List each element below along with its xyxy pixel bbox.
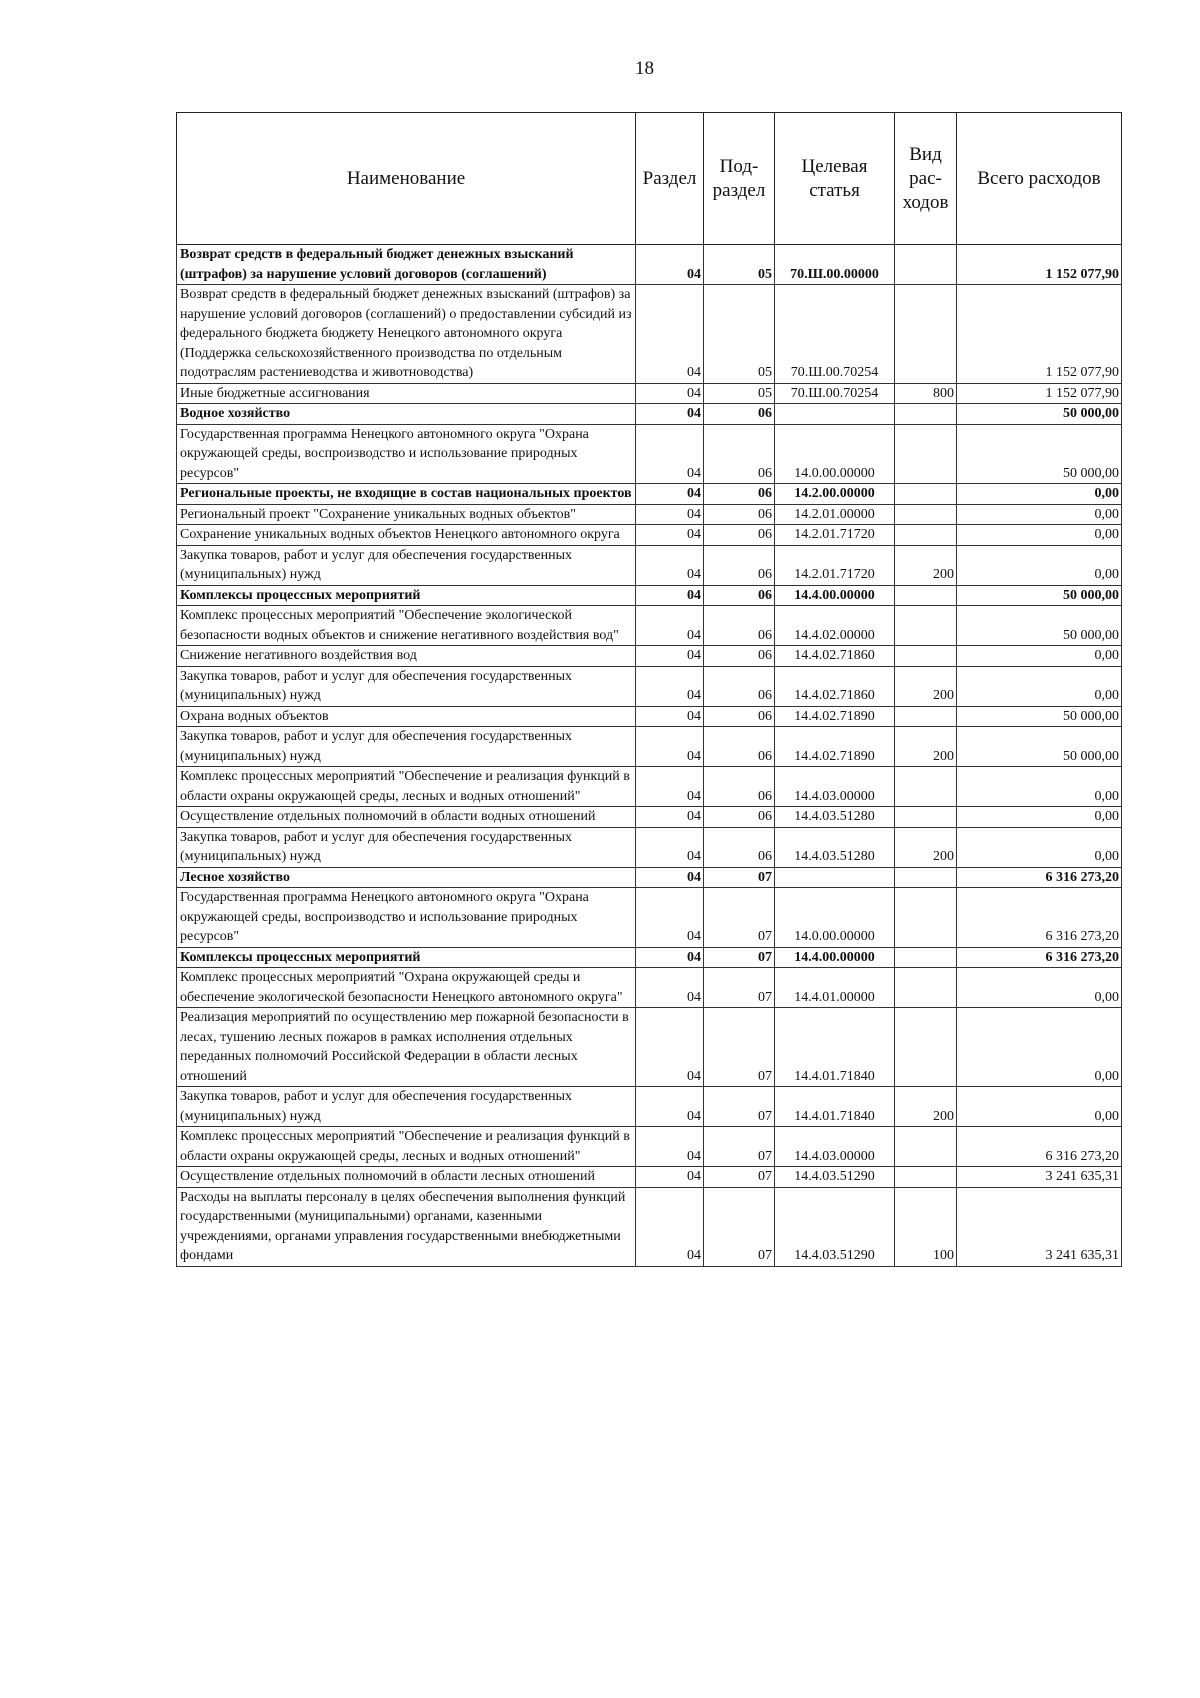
- row-target-cell: 14.2.01.00000: [775, 504, 895, 525]
- row-total-cell: 50 000,00: [957, 585, 1122, 606]
- row-kind-cell: 200: [895, 827, 957, 867]
- row-subsection-cell: 06: [704, 646, 775, 667]
- row-subsection-cell: 06: [704, 545, 775, 585]
- row-total-cell: 0,00: [957, 968, 1122, 1008]
- row-target-cell: 14.4.02.71860: [775, 646, 895, 667]
- row-total-cell: 6 316 273,20: [957, 1127, 1122, 1167]
- row-total-cell: 0,00: [957, 767, 1122, 807]
- table-row: [177, 383, 1122, 404]
- table-row: [177, 968, 1122, 1008]
- row-target-cell: 14.4.03.00000: [775, 1127, 895, 1167]
- table-row: [177, 245, 1122, 285]
- row-total-cell: 0,00: [957, 807, 1122, 828]
- row-section-cell: 04: [636, 706, 704, 727]
- row-name-cell: Расходы на выплаты персоналу в целях обеспечения выполнения функций государственными (муниципальными) органами, казенными учреждениями, органами управления государственными внебюджетными фондами: [177, 1187, 636, 1266]
- row-target-cell: 14.4.02.00000: [775, 606, 895, 646]
- row-name-cell: Комплекс процессных мероприятий "Обеспечение экологической безопасности водных объектов и снижение негативного воздействия вод": [177, 606, 636, 646]
- row-target-cell: 14.0.00.00000: [775, 888, 895, 948]
- row-kind-cell: [895, 867, 957, 888]
- row-kind-cell: [895, 606, 957, 646]
- header-section: Раздел: [636, 113, 704, 245]
- row-subsection-cell: 06: [704, 706, 775, 727]
- row-name-cell: Комплекс процессных мероприятий "Обеспечение и реализация функций в области охраны окружающей среды, лесных и водных отношений": [177, 767, 636, 807]
- row-name-cell: Осуществление отдельных полномочий в области водных отношений: [177, 807, 636, 828]
- row-subsection-cell: 07: [704, 1167, 775, 1188]
- row-target-cell: 14.4.03.00000: [775, 767, 895, 807]
- row-section-cell: 04: [636, 1127, 704, 1167]
- table-row: [177, 404, 1122, 425]
- row-kind-cell: [895, 484, 957, 505]
- row-name-cell: Региональный проект "Сохранение уникальных водных объектов": [177, 504, 636, 525]
- row-section-cell: 04: [636, 383, 704, 404]
- row-section-cell: 04: [636, 646, 704, 667]
- table-row: [177, 827, 1122, 867]
- row-name-cell: Реализация мероприятий по осуществлению мер пожарной безопасности в лесах, тушению лесных пожаров в рамках исполнения отдельных переданных полномочий Российской Федерации в области лесных отношений: [177, 1008, 636, 1087]
- row-section-cell: 04: [636, 1187, 704, 1266]
- table-row: [177, 666, 1122, 706]
- row-total-cell: 0,00: [957, 484, 1122, 505]
- row-kind-cell: [895, 968, 957, 1008]
- row-kind-cell: [895, 888, 957, 948]
- row-section-cell: 04: [636, 968, 704, 1008]
- table-row: [177, 646, 1122, 667]
- row-target-cell: 14.4.02.71860: [775, 666, 895, 706]
- table-row: [177, 1187, 1122, 1266]
- table-row: [177, 807, 1122, 828]
- table-row: [177, 767, 1122, 807]
- table-row: [177, 947, 1122, 968]
- row-subsection-cell: 07: [704, 1008, 775, 1087]
- header-total: Всего расходов: [957, 113, 1122, 245]
- header-subsection: Под-раздел: [704, 113, 775, 245]
- row-subsection-cell: 06: [704, 827, 775, 867]
- table-body: [177, 245, 1122, 1267]
- row-subsection-cell: 05: [704, 285, 775, 384]
- row-name-cell: Возврат средств в федеральный бюджет денежных взысканий (штрафов) за нарушение условий договоров (соглашений): [177, 245, 636, 285]
- row-kind-cell: 200: [895, 666, 957, 706]
- row-kind-cell: 100: [895, 1187, 957, 1266]
- row-total-cell: 0,00: [957, 827, 1122, 867]
- budget-table: [176, 112, 1122, 1267]
- row-total-cell: 50 000,00: [957, 706, 1122, 727]
- table-row: [177, 1167, 1122, 1188]
- table-row: [177, 585, 1122, 606]
- row-subsection-cell: 05: [704, 383, 775, 404]
- table-row: [177, 888, 1122, 948]
- row-target-cell: 14.4.00.00000: [775, 585, 895, 606]
- table-row: [177, 1008, 1122, 1087]
- row-section-cell: 04: [636, 947, 704, 968]
- row-subsection-cell: 07: [704, 1127, 775, 1167]
- row-section-cell: 04: [636, 484, 704, 505]
- row-name-cell: Сохранение уникальных водных объектов Ненецкого автономного округа: [177, 525, 636, 546]
- row-target-cell: 14.4.03.51280: [775, 827, 895, 867]
- row-kind-cell: [895, 767, 957, 807]
- row-target-cell: 14.4.01.71840: [775, 1008, 895, 1087]
- row-kind-cell: [895, 404, 957, 425]
- row-target-cell: 14.4.00.00000: [775, 947, 895, 968]
- row-section-cell: 04: [636, 606, 704, 646]
- row-total-cell: 1 152 077,90: [957, 383, 1122, 404]
- row-name-cell: Осуществление отдельных полномочий в области лесных отношений: [177, 1167, 636, 1188]
- row-total-cell: 3 241 635,31: [957, 1187, 1122, 1266]
- row-name-cell: Комплекс процессных мероприятий "Охрана окружающей среды и обеспечение экологической безопасности Ненецкого автономного округа": [177, 968, 636, 1008]
- row-target-cell: 14.4.02.71890: [775, 727, 895, 767]
- row-section-cell: 04: [636, 1167, 704, 1188]
- row-subsection-cell: 06: [704, 606, 775, 646]
- row-target-cell: [775, 404, 895, 425]
- row-total-cell: 50 000,00: [957, 404, 1122, 425]
- row-total-cell: 1 152 077,90: [957, 245, 1122, 285]
- row-kind-cell: [895, 1008, 957, 1087]
- row-kind-cell: [895, 1167, 957, 1188]
- row-section-cell: 04: [636, 867, 704, 888]
- row-kind-cell: 200: [895, 545, 957, 585]
- table-row: [177, 727, 1122, 767]
- row-subsection-cell: 06: [704, 666, 775, 706]
- row-total-cell: 0,00: [957, 1008, 1122, 1087]
- row-target-cell: 70.Ш.00.00000: [775, 245, 895, 285]
- row-subsection-cell: 06: [704, 424, 775, 484]
- table-row: [177, 867, 1122, 888]
- row-subsection-cell: 06: [704, 484, 775, 505]
- row-subsection-cell: 06: [704, 767, 775, 807]
- row-total-cell: 50 000,00: [957, 424, 1122, 484]
- row-kind-cell: 200: [895, 1087, 957, 1127]
- row-name-cell: Государственная программа Ненецкого автономного округа "Охрана окружающей среды, воспроизводство и использование природных ресурсов": [177, 888, 636, 948]
- row-section-cell: 04: [636, 888, 704, 948]
- row-total-cell: 0,00: [957, 666, 1122, 706]
- row-total-cell: 6 316 273,20: [957, 867, 1122, 888]
- row-subsection-cell: 06: [704, 727, 775, 767]
- row-section-cell: 04: [636, 1087, 704, 1127]
- row-name-cell: Иные бюджетные ассигнования: [177, 383, 636, 404]
- table-row: [177, 606, 1122, 646]
- row-kind-cell: [895, 525, 957, 546]
- row-subsection-cell: 07: [704, 968, 775, 1008]
- row-name-cell: Региональные проекты, не входящие в состав национальных проектов: [177, 484, 636, 505]
- row-target-cell: 14.4.01.00000: [775, 968, 895, 1008]
- row-subsection-cell: 07: [704, 1187, 775, 1266]
- row-name-cell: Комплекс процессных мероприятий "Обеспечение и реализация функций в области охраны окружающей среды, лесных и водных отношений": [177, 1127, 636, 1167]
- row-subsection-cell: 06: [704, 585, 775, 606]
- row-kind-cell: 800: [895, 383, 957, 404]
- row-total-cell: 0,00: [957, 646, 1122, 667]
- table-row: [177, 484, 1122, 505]
- row-subsection-cell: 07: [704, 867, 775, 888]
- header-kind: Вид рас-ходов: [895, 113, 957, 245]
- row-name-cell: Закупка товаров, работ и услуг для обеспечения государственных (муниципальных) нужд: [177, 827, 636, 867]
- row-section-cell: 04: [636, 666, 704, 706]
- row-section-cell: 04: [636, 767, 704, 807]
- header-name: Наименование: [177, 113, 636, 245]
- header-target: Целевая статья: [775, 113, 895, 245]
- row-subsection-cell: 05: [704, 245, 775, 285]
- row-kind-cell: [895, 1127, 957, 1167]
- row-name-cell: Закупка товаров, работ и услуг для обеспечения государственных (муниципальных) нужд: [177, 545, 636, 585]
- row-subsection-cell: 07: [704, 888, 775, 948]
- row-section-cell: 04: [636, 807, 704, 828]
- row-section-cell: 04: [636, 245, 704, 285]
- row-target-cell: 14.4.01.71840: [775, 1087, 895, 1127]
- row-name-cell: Закупка товаров, работ и услуг для обеспечения государственных (муниципальных) нужд: [177, 1087, 636, 1127]
- table-header-row: [177, 113, 1122, 245]
- row-name-cell: Лесное хозяйство: [177, 867, 636, 888]
- row-section-cell: 04: [636, 424, 704, 484]
- row-kind-cell: [895, 947, 957, 968]
- row-name-cell: Охрана водных объектов: [177, 706, 636, 727]
- row-name-cell: Снижение негативного воздействия вод: [177, 646, 636, 667]
- row-subsection-cell: 06: [704, 525, 775, 546]
- row-total-cell: 0,00: [957, 1087, 1122, 1127]
- row-total-cell: 0,00: [957, 504, 1122, 525]
- row-target-cell: [775, 867, 895, 888]
- row-target-cell: 14.4.03.51290: [775, 1167, 895, 1188]
- row-section-cell: 04: [636, 585, 704, 606]
- row-section-cell: 04: [636, 525, 704, 546]
- row-name-cell: Комплексы процессных мероприятий: [177, 585, 636, 606]
- row-target-cell: 14.0.00.00000: [775, 424, 895, 484]
- row-total-cell: 50 000,00: [957, 727, 1122, 767]
- row-name-cell: Государственная программа Ненецкого автономного округа "Охрана окружающей среды, воспроизводство и использование природных ресурсов": [177, 424, 636, 484]
- row-name-cell: Водное хозяйство: [177, 404, 636, 425]
- table-row: [177, 525, 1122, 546]
- table-row: [177, 285, 1122, 384]
- row-target-cell: 14.4.03.51290: [775, 1187, 895, 1266]
- row-target-cell: 14.4.03.51280: [775, 807, 895, 828]
- row-target-cell: 14.2.01.71720: [775, 545, 895, 585]
- row-subsection-cell: 07: [704, 947, 775, 968]
- row-kind-cell: [895, 504, 957, 525]
- row-section-cell: 04: [636, 404, 704, 425]
- row-target-cell: 14.2.01.71720: [775, 525, 895, 546]
- row-total-cell: 0,00: [957, 545, 1122, 585]
- row-subsection-cell: 06: [704, 404, 775, 425]
- table-row: [177, 504, 1122, 525]
- row-name-cell: Комплексы процессных мероприятий: [177, 947, 636, 968]
- row-kind-cell: [895, 646, 957, 667]
- row-subsection-cell: 06: [704, 807, 775, 828]
- row-subsection-cell: 07: [704, 1087, 775, 1127]
- row-total-cell: 0,00: [957, 525, 1122, 546]
- table-row: [177, 1127, 1122, 1167]
- table-row: [177, 424, 1122, 484]
- row-section-cell: 04: [636, 1008, 704, 1087]
- table-row: [177, 1087, 1122, 1127]
- row-target-cell: 70.Ш.00.70254: [775, 383, 895, 404]
- row-kind-cell: [895, 807, 957, 828]
- row-total-cell: 3 241 635,31: [957, 1167, 1122, 1188]
- row-subsection-cell: 06: [704, 504, 775, 525]
- row-name-cell: Закупка товаров, работ и услуг для обеспечения государственных (муниципальных) нужд: [177, 727, 636, 767]
- row-kind-cell: [895, 285, 957, 384]
- row-total-cell: 50 000,00: [957, 606, 1122, 646]
- row-section-cell: 04: [636, 504, 704, 525]
- row-kind-cell: [895, 706, 957, 727]
- row-name-cell: Возврат средств в федеральный бюджет денежных взысканий (штрафов) за нарушение условий договоров (соглашений) о предоставлении субсидий из федерального бюджета бюджету Ненецкого автономного округа (Поддержка сельскохозяйственного производства по отдельным подотраслям растениеводства и животноводства): [177, 285, 636, 384]
- row-section-cell: 04: [636, 285, 704, 384]
- row-target-cell: 14.4.02.71890: [775, 706, 895, 727]
- row-kind-cell: [895, 424, 957, 484]
- table-row: [177, 706, 1122, 727]
- row-target-cell: 70.Ш.00.70254: [775, 285, 895, 384]
- row-total-cell: 6 316 273,20: [957, 888, 1122, 948]
- page-number: 18: [635, 58, 654, 79]
- row-kind-cell: [895, 585, 957, 606]
- row-kind-cell: [895, 245, 957, 285]
- row-section-cell: 04: [636, 727, 704, 767]
- row-section-cell: 04: [636, 827, 704, 867]
- row-kind-cell: 200: [895, 727, 957, 767]
- row-name-cell: Закупка товаров, работ и услуг для обеспечения государственных (муниципальных) нужд: [177, 666, 636, 706]
- row-total-cell: 1 152 077,90: [957, 285, 1122, 384]
- table-row: [177, 545, 1122, 585]
- row-section-cell: 04: [636, 545, 704, 585]
- row-total-cell: 6 316 273,20: [957, 947, 1122, 968]
- row-target-cell: 14.2.00.00000: [775, 484, 895, 505]
